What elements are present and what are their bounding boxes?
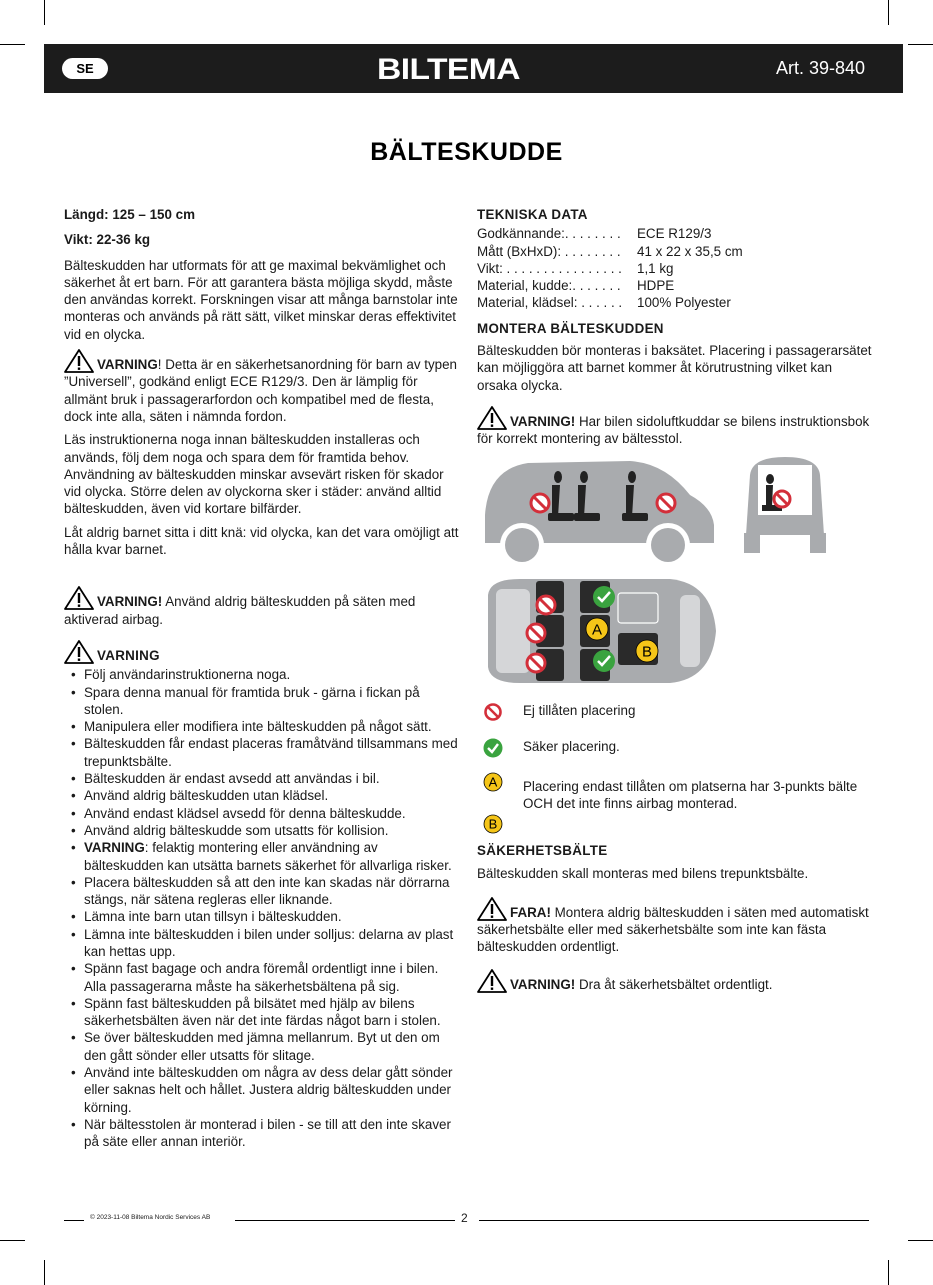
- warning-icon: [477, 406, 507, 430]
- danger-text: Montera aldrig bälteskudden i säten med automatiskt säkerhetsbälte eller med säkerhetsbälte som inte kan fästa bälteskudden ordentligt.: [477, 904, 869, 955]
- warning-text: Har bilen sidoluftkuddar se bilens instruktionsbok för korrekt montering av bältesstol.: [477, 413, 870, 447]
- page-number: 2: [461, 1211, 468, 1225]
- seat-belt-paragraph: Bälteskudden skall monteras med bilens trepunktsbälte.: [477, 866, 809, 882]
- article-number: Art. 39-840: [775, 58, 865, 78]
- spec-value: 100% Polyester: [637, 295, 731, 311]
- spec-value: ECE R129/3: [637, 226, 712, 242]
- left-column: [64, 206, 459, 1151]
- list-item: • Spänn fast bagage och andra föremål ordentligt inne i bilen. Alla passagerarna måste ha säkerhetsbältena på sig.: [64, 960, 459, 995]
- seat-a-label: A: [591, 621, 603, 639]
- list-item: • Använd aldrig bälteskudden utan klädsel.: [64, 787, 459, 804]
- warning-icon: [64, 586, 94, 610]
- mount-heading: MONTERA BÄLTESKUDDEN: [477, 320, 664, 336]
- warning-list: [64, 666, 459, 1150]
- list-item: • Manipulera eller modifiera inte bälteskudden på något sätt.: [64, 718, 459, 735]
- instructions-paragraph: Läs instruktionerna noga innan bälteskudden installeras och används, följ dem noga och spara dem för framtida behov. Användning av bälteskudden minskar avsevärt risken för skador vid olycka. Större delen av olyckorna sker i städer: använd alltid bälteskudden, även vid kortare bilfärder.: [64, 432, 444, 517]
- spacer: [64, 564, 459, 586]
- airbag-warning-paragraph: [64, 586, 459, 628]
- spec-row: [477, 243, 872, 260]
- spec-key: Vikt: . . . . . . . . . . . . . . . .: [477, 260, 622, 276]
- tech-data-heading: TEKNISKA DATA: [477, 207, 588, 222]
- warning-icon: [64, 640, 94, 664]
- spec-value: HDPE: [637, 278, 675, 294]
- crop-mark: [888, 1260, 889, 1285]
- list-item: • Spänn fast bälteskudden på bilsätet med hjälp av bilens säkerhetsbälten även när det inte färdas något barn i stolen.: [64, 995, 459, 1030]
- footer-rule: [64, 1220, 84, 1221]
- check-icon: [483, 738, 503, 758]
- list-item: • Använd aldrig bälteskudde som utsatts för kollision.: [64, 822, 459, 839]
- seat-b-icon: [483, 814, 503, 834]
- list-item: • Följ användarinstruktionerna noga.: [64, 666, 459, 683]
- page-footer: [64, 1211, 869, 1228]
- brand-logo: BILTEMA: [377, 53, 520, 86]
- danger-warning: [477, 897, 872, 956]
- legend-text: Säker placering.: [523, 739, 620, 754]
- spec-value: 41 x 22 x 35,5 cm: [637, 243, 743, 259]
- copyright: © 2023-11-08 Biltema Nordic Services AB: [90, 1214, 211, 1221]
- prohibited-icon: [774, 491, 790, 507]
- mount-paragraph: Bälteskudden bör monteras i baksätet. Placering i passagerarsätet kan möjliggöra att barnet kommer åt körutrustning vilket kan orsaka olycka.: [477, 343, 872, 393]
- crop-mark: [44, 0, 45, 25]
- list-item: • Använd inte bälteskudden om några av dess delar gått sönder eller saknas helt och hållet. Justera aldrig bälteskudden under körning.: [64, 1064, 459, 1116]
- spec-row: [477, 277, 872, 294]
- footer-rule: [235, 1220, 455, 1221]
- warning-text: Använd aldrig bälteskudden på säten med aktiverad airbag.: [64, 594, 416, 627]
- list-item: • Bälteskudden är endast avsedd att användas i bil.: [64, 770, 459, 787]
- spec-row: [477, 260, 872, 277]
- warning-text: Dra åt säkerhetsbältet ordentligt.: [575, 977, 773, 993]
- warning-label: VARNING!: [97, 594, 163, 610]
- seat-b-marker: [636, 640, 658, 662]
- spec-row: [477, 225, 872, 242]
- length-spec: Längd: 125 – 150 cm: [64, 207, 195, 222]
- seat-b-label: B: [641, 643, 653, 661]
- warning-label: VARNING: [97, 647, 160, 663]
- footer-rule: [479, 1220, 869, 1221]
- spec-table: [477, 225, 872, 311]
- warning-icon: [477, 897, 507, 921]
- weight-spec: Vikt: 22-36 kg: [64, 232, 151, 248]
- warning-paragraph: [64, 349, 459, 425]
- warning-label: VARNING: [84, 840, 145, 856]
- crop-mark: [908, 1240, 933, 1241]
- danger-label: FARA!: [510, 904, 551, 920]
- spec-key: Material, klädsel: . . . . . .: [477, 295, 623, 311]
- warning-label: VARNING!: [510, 977, 576, 993]
- legend-text: Placering endast tillåten om platserna har 3-punkts bälte OCH det inte finns airbag monterad.: [523, 779, 858, 812]
- language-badge: SE: [62, 58, 108, 79]
- crop-mark: [0, 44, 25, 45]
- seat-a-icon: [483, 772, 503, 792]
- list-item: • Lämna inte barn utan tillsyn i bälteskudden.: [64, 908, 459, 925]
- list-item: [64, 839, 459, 874]
- list-item: • Placera bälteskudden så att den inte kan skadas när dörrarna stängs, när sätena regleras eller liknande.: [64, 874, 459, 909]
- crop-mark: [0, 1240, 25, 1241]
- spec-key: Material, kudde:. . . . . . .: [477, 278, 621, 294]
- side-airbag-warning: [477, 406, 872, 448]
- warning-text: ! Detta är en säkerhetsanordning för barn av typen ”Universell”, godkänd enligt ECE R129/3. Den är lämplig för allmänt bruk i passagerarfordon och kompatibel med de flesta, dock inte alla, säten i nämnda fordon.: [64, 357, 458, 424]
- spec-key: Mått (BxHxD): . . . . . . . .: [477, 243, 621, 259]
- crop-mark: [888, 0, 889, 25]
- list-item: • Se över bälteskudden med jämna mellanrum. Byt ut den om den gått sönder eller utsatts för slitage.: [64, 1029, 459, 1064]
- warning-label: VARNING!: [510, 413, 576, 429]
- list-item: • Spara denna manual för framtida bruk - gärna i fickan på stolen.: [64, 684, 459, 719]
- legend-text: Ej tillåten placering: [523, 703, 636, 718]
- seat-belt-heading: SÄKERHETSBÄLTE: [477, 843, 608, 858]
- header-bar: [44, 44, 903, 93]
- warning-icon: [477, 969, 507, 993]
- seat-belt-section: [477, 842, 872, 1000]
- right-column: [477, 206, 872, 454]
- warning-label: VARNING: [97, 357, 158, 373]
- seat-a-marker: [586, 618, 608, 640]
- car-side-illustration: [480, 455, 720, 567]
- warning-icon: [64, 349, 94, 373]
- spec-value: 1,1 kg: [637, 260, 674, 276]
- car-top-illustration: [480, 575, 720, 687]
- svg-text:B: B: [488, 816, 498, 832]
- list-item: • Använd endast klädsel avsedd för denna bälteskudde.: [64, 805, 459, 822]
- prohibited-icon: [483, 702, 503, 722]
- crop-mark: [44, 1260, 45, 1285]
- warning-list-heading: [64, 640, 459, 664]
- tighten-warning: [477, 969, 872, 993]
- svg-text:A: A: [488, 774, 498, 790]
- list-item: • När bältesstolen är monterad i bilen - se till att den inte skaver på säte eller annan interiör.: [64, 1116, 459, 1151]
- crop-mark: [908, 44, 933, 45]
- intro-paragraph: Bälteskudden har utformats för att ge maximal bekvämlighet och säkerhet åt ert barn. För att garantera bästa möjliga skydd, måste den användas korrekt. Forskningen visar att många barnstolar inte monteras och används på rätt sätt, vilket minskar deras effektivitet vid en olycka.: [64, 257, 458, 342]
- spec-row: [477, 294, 872, 311]
- lap-warning-paragraph: Låt aldrig barnet sitta i ditt knä: vid olycka, kan det vara omöjligt att hålla kvar barnet.: [64, 524, 459, 558]
- spec-key: Godkännande:. . . . . . . .: [477, 226, 621, 242]
- car-rear-illustration: [740, 455, 830, 559]
- list-item: • Lämna inte bälteskudden i bilen under solljus: delarna av plast kan hettas upp.: [64, 926, 459, 961]
- page-title: BÄLTESKUDDE: [370, 138, 563, 166]
- warning-text: : felaktig montering eller användning av bälteskudden kan utsätta barnets säkerhet för allvarliga risker.: [84, 840, 452, 873]
- list-item: • Bälteskudden får endast placeras framåtvänd tillsammans med trepunktsbälte.: [64, 735, 459, 770]
